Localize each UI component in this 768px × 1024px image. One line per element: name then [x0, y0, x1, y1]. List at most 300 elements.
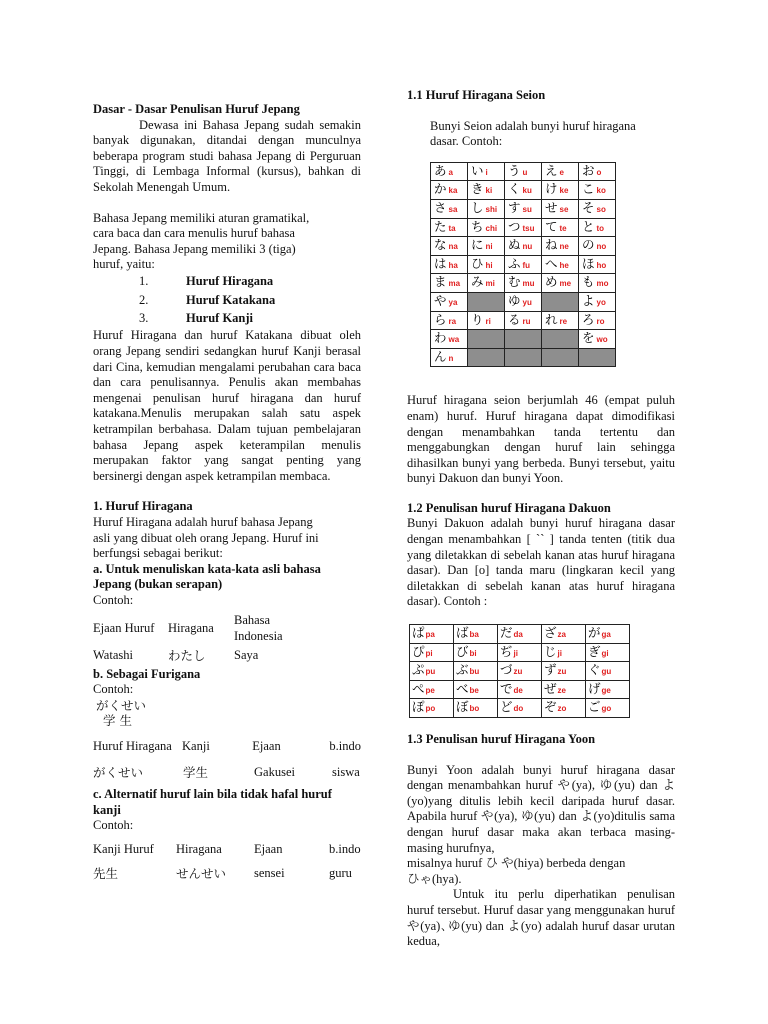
yoon-line: ひゃ(hya).	[407, 871, 462, 886]
table-cell: Watashi	[93, 647, 133, 662]
romaji-label: ri	[485, 316, 491, 326]
kana-cell	[542, 699, 586, 718]
kana-cell	[586, 625, 630, 644]
kana-cell	[454, 625, 498, 644]
intro-paragraph: Dewasa ini Bahasa Jepang sudah semakin banyak digunakan, ditandai dengan munculnya beberapa program studi bahasa Jepang di Perguruan Tinggi, di Lembaga Informal (kursus), bahkan di Sekolah Menengah Umum.	[93, 117, 361, 194]
kana-char: ふ	[508, 255, 521, 271]
kana-char: み	[471, 274, 484, 290]
kana-char: ね	[545, 237, 558, 253]
kana-row	[431, 311, 616, 330]
contoh-label: Contoh:	[93, 818, 134, 833]
kana-char: も	[582, 274, 595, 290]
romaji-label: mi	[485, 279, 495, 289]
kana-cell	[579, 292, 616, 311]
kana-char: け	[545, 181, 558, 197]
romaji-label: zu	[557, 667, 567, 677]
kana-char: ぜ	[544, 680, 557, 696]
kana-cell	[505, 237, 542, 256]
kana-char: る	[508, 311, 521, 327]
seion-table	[430, 162, 616, 368]
romaji-label: ru	[522, 316, 531, 326]
romaji-label: su	[522, 204, 532, 214]
kana-cell	[586, 699, 630, 718]
romaji-label: ko	[596, 186, 606, 196]
romaji-label: wa	[448, 335, 460, 345]
kana-char: ぶ	[456, 662, 469, 678]
romaji-label: sa	[448, 204, 458, 214]
romaji-label: de	[513, 685, 523, 695]
romaji-label: ku	[522, 186, 532, 196]
table-cell: sensei	[254, 865, 285, 880]
kana-cell	[505, 255, 542, 274]
kana-char: ぷ	[412, 662, 425, 678]
kana-cell	[410, 662, 454, 681]
romaji-label: mu	[522, 279, 535, 289]
kana-char: ち	[471, 218, 484, 234]
kana-cell	[431, 255, 468, 274]
contoh-label: Contoh:	[93, 682, 134, 697]
romaji-label: ho	[596, 260, 607, 270]
kana-cell	[579, 218, 616, 237]
heading-1-3: 1.3 Penulisan huruf Hiragana Yoon	[407, 732, 596, 746]
section-line: berfungsi sebagai berikut:	[93, 546, 223, 561]
kana-char: ぽ	[412, 699, 425, 715]
kana-cell	[505, 218, 542, 237]
kana-char: う	[508, 162, 521, 178]
table-cell: Gakusei	[254, 765, 295, 780]
kana-row	[410, 625, 630, 644]
romaji-label: chi	[485, 223, 498, 233]
table-header: Kanji Huruf	[93, 841, 154, 856]
romaji-label: do	[513, 704, 524, 714]
kana-cell	[468, 274, 505, 293]
yoon-paragraph-2: Untuk itu perlu diperhatikan penulisan huruf tersebut. Huruf dasar yang menggunakan huruf や(ya)､ゆ(yu) dan よ(yo) adalah huruf dasar urutan kedua,	[407, 887, 675, 949]
seion-intro-line: dasar. Contoh:	[430, 134, 503, 149]
kana-cell	[579, 199, 616, 218]
kana-cell	[410, 643, 454, 662]
kana-char: の	[582, 237, 595, 253]
romaji-label: ra	[448, 316, 457, 326]
table-cell: siswa	[332, 765, 360, 780]
section-heading-hiragana: 1. Huruf Hiragana	[93, 499, 193, 514]
kana-char: ひ	[471, 255, 484, 271]
kana-char: ゆ	[508, 292, 521, 308]
kana-char: て	[545, 218, 558, 234]
romaji-label: ma	[448, 279, 461, 289]
romaji-label: na	[448, 242, 458, 252]
heading-1-1: 1.1 Huruf Hiragana Seion	[407, 88, 546, 102]
kana-char: め	[545, 274, 558, 290]
kana-cell	[410, 625, 454, 644]
kana-cell	[542, 237, 579, 256]
kana-cell	[431, 348, 468, 367]
romaji-label: zo	[557, 704, 567, 714]
romaji-label: he	[559, 260, 569, 270]
table-cell: 先生	[93, 865, 119, 881]
empty-kana-cell	[542, 330, 579, 349]
romaji-label: yo	[596, 297, 606, 307]
kana-char: そ	[582, 199, 595, 215]
romaji-label: pi	[425, 648, 433, 658]
romaji-label: da	[513, 630, 523, 640]
kana-cell	[579, 330, 616, 349]
table-cell: せんせい	[176, 865, 227, 881]
romaji-label: po	[425, 704, 436, 714]
kana-cell	[431, 218, 468, 237]
kana-char: ぺ	[412, 680, 425, 696]
kana-cell	[498, 643, 542, 662]
kana-char: で	[500, 680, 513, 696]
romaji-label: yu	[522, 297, 532, 307]
kana-cell	[505, 199, 542, 218]
romaji-label: za	[557, 630, 566, 640]
romaji-label: re	[559, 316, 568, 326]
kana-char: せ	[545, 199, 558, 215]
romaji-label: gu	[601, 667, 612, 677]
romaji-label: ji	[557, 648, 562, 658]
romaji-label: to	[596, 223, 605, 233]
romaji-label: ya	[448, 297, 458, 307]
romaji-label: bu	[469, 667, 480, 677]
romaji-label: i	[485, 167, 488, 177]
romaji-label: o	[596, 167, 602, 177]
romaji-label: ki	[485, 186, 493, 196]
table-cell: がくせい	[93, 765, 144, 781]
kana-cell	[542, 643, 586, 662]
kana-cell	[542, 311, 579, 330]
kana-char: ば	[456, 625, 469, 641]
romaji-label: shi	[485, 204, 498, 214]
romaji-label: go	[601, 704, 612, 714]
right-column	[407, 88, 675, 950]
list-label: Huruf Hiragana	[186, 274, 274, 289]
kana-cell	[468, 311, 505, 330]
dakuon-table	[409, 624, 630, 718]
sub-heading-a: a. Untuk menuliskan kata-kata asli bahasa Jepang (bukan serapan)	[93, 561, 321, 592]
table-cell: Saya	[234, 647, 259, 662]
kana-char: べ	[456, 680, 469, 696]
kana-cell	[454, 662, 498, 681]
kana-char: ぱ	[412, 625, 425, 641]
romaji-label: nu	[522, 242, 533, 252]
romaji-label: zu	[513, 667, 523, 677]
romaji-label: a	[448, 167, 453, 177]
romaji-label: ba	[469, 630, 479, 640]
table-cell: 学生	[183, 765, 209, 781]
kana-char: ぬ	[508, 237, 521, 253]
section-line: asli yang dibuat oleh orang Jepang. Huruf ini	[93, 530, 319, 545]
kana-cell	[468, 181, 505, 200]
kana-char: え	[545, 162, 558, 178]
kana-row	[410, 699, 630, 718]
kana-cell	[505, 181, 542, 200]
kana-cell	[542, 662, 586, 681]
kana-cell	[468, 255, 505, 274]
example-table-b	[93, 735, 361, 787]
romaji-label: gi	[601, 648, 609, 658]
left-column	[93, 102, 361, 886]
romaji-label: wo	[596, 335, 608, 345]
kana-row	[410, 643, 630, 662]
empty-kana-cell	[505, 330, 542, 349]
kana-char: ぎ	[588, 643, 601, 659]
kana-cell	[586, 680, 630, 699]
romaji-label: te	[559, 223, 567, 233]
kana-char: ざ	[544, 625, 557, 641]
kana-cell	[468, 237, 505, 256]
kana-char: よ	[582, 292, 595, 308]
kana-cell	[542, 162, 579, 181]
yoon-line: misalnya huruf ひ や(hiya) berbeda dengan	[407, 856, 626, 871]
romaji-label: ha	[448, 260, 458, 270]
kana-row	[431, 292, 616, 311]
kana-cell	[498, 680, 542, 699]
romaji-label: no	[596, 242, 607, 252]
kana-cell	[542, 181, 579, 200]
empty-kana-cell	[468, 292, 505, 311]
kana-char: お	[582, 162, 595, 178]
kana-char: さ	[434, 199, 447, 215]
kana-char: ぐ	[588, 662, 601, 678]
table-header: Hiragana	[168, 620, 214, 635]
kana-cell	[542, 625, 586, 644]
kana-cell	[431, 199, 468, 218]
table-header: Ejaan Huruf	[93, 620, 155, 635]
kana-cell	[431, 274, 468, 293]
romaji-label: u	[522, 167, 528, 177]
kana-char: へ	[545, 255, 558, 271]
romaji-label: pu	[425, 667, 436, 677]
kana-cell	[579, 255, 616, 274]
dakuon-paragraph: Bunyi Dakuon adalah bunyi huruf hiragana dasar dengan menambahkan [ `` ] tanda tenten (titik dua yang diletakkan di sebelah kanan atas huruf hiragana dasar). Dan [o] tanda maru (lingkaran kecil yang diletakkan di sebelah kanan atas huruf hiragana dasar). Contoh :	[407, 516, 675, 609]
kana-char: ぢ	[500, 643, 513, 659]
kana-cell	[431, 162, 468, 181]
example-table-a	[93, 613, 361, 667]
kana-cell	[505, 162, 542, 181]
kana-cell	[542, 274, 579, 293]
kana-char: だ	[500, 625, 513, 641]
kana-cell	[579, 274, 616, 293]
romaji-label: ze	[557, 685, 566, 695]
kana-char: ん	[434, 348, 447, 364]
romaji-label: ji	[513, 648, 518, 658]
contoh-label: Contoh:	[93, 592, 134, 607]
romaji-label: ni	[485, 242, 493, 252]
kana-cell	[579, 162, 616, 181]
kana-char: や	[434, 292, 447, 308]
romaji-label: so	[596, 204, 606, 214]
kana-char: く	[508, 181, 521, 197]
table-cell: guru	[329, 865, 352, 880]
table-header: Huruf Hiragana	[93, 739, 172, 754]
kana-char: げ	[588, 680, 601, 696]
list-item	[93, 273, 361, 292]
romaji-label: me	[559, 279, 572, 289]
kana-char: あ	[434, 162, 447, 178]
kana-row	[410, 680, 630, 699]
romaji-label: ro	[596, 316, 605, 326]
yoon-paragraph: Bunyi Yoon adalah bunyi huruf hiragana dasar dengan menambahkan huruf や(ya), ゆ(yu) dan よ(yo)yang ditulis lebih kecil daripada huruf dasar. Apabila huruf や(ya), ゆ(yu) dan よ(yo)ditulis sama dengan huruf dasar maka akan terbaca masing-masing hurufnya,	[407, 762, 675, 855]
kana-cell	[505, 311, 542, 330]
kana-cell	[431, 292, 468, 311]
kana-char: ろ	[582, 311, 595, 327]
kana-cell	[505, 274, 542, 293]
kana-cell	[498, 625, 542, 644]
kana-cell	[542, 199, 579, 218]
kana-char: ぴ	[412, 643, 425, 659]
kana-cell	[431, 311, 468, 330]
kana-cell	[498, 662, 542, 681]
kana-char: ぼ	[456, 699, 469, 715]
kana-cell	[586, 662, 630, 681]
list-item	[93, 291, 361, 310]
kana-char: が	[588, 625, 601, 641]
romaji-label: mo	[596, 279, 609, 289]
kana-char: り	[471, 311, 484, 327]
kana-cell	[468, 218, 505, 237]
list-label: Huruf Katakana	[186, 292, 276, 307]
kana-char: む	[508, 274, 521, 290]
kana-cell	[431, 237, 468, 256]
list-number: 1.	[139, 274, 149, 289]
kana-char: し	[471, 199, 484, 215]
furigana-top: がくせい	[96, 697, 147, 713]
list-item	[93, 310, 361, 329]
seion-intro-line: Bunyi Seion adalah bunyi huruf hiragana	[430, 118, 636, 133]
kana-cell	[468, 162, 505, 181]
doc-title: Dasar - Dasar Penulisan Huruf Jepang	[93, 102, 300, 116]
kana-cell	[454, 699, 498, 718]
sub-heading-c: c. Alternatif huruf lain bila tidak hafal huruf kanji	[93, 786, 332, 817]
list-number: 2.	[139, 292, 149, 307]
table-header: Hiragana	[176, 841, 222, 856]
kana-cell	[505, 292, 542, 311]
kana-char: す	[508, 199, 521, 215]
kana-cell	[431, 330, 468, 349]
kana-cell	[579, 311, 616, 330]
table-cell: わたし	[168, 647, 206, 663]
empty-kana-cell	[542, 348, 579, 367]
kana-char: ご	[588, 699, 601, 715]
kana-char: ど	[500, 699, 513, 715]
empty-kana-cell	[579, 348, 616, 367]
sub-heading-b: b. Sebagai Furigana	[93, 666, 201, 681]
kana-char: ず	[544, 662, 557, 678]
kana-row	[431, 199, 616, 218]
kana-cell	[542, 680, 586, 699]
kana-char: ぞ	[544, 699, 557, 715]
romaji-label: n	[448, 353, 454, 363]
romaji-label: be	[469, 685, 479, 695]
kana-char: た	[434, 218, 447, 234]
romaji-label: bo	[469, 704, 480, 714]
table-header: Bahasa Indonesia	[234, 612, 283, 643]
kana-char: き	[471, 181, 484, 197]
romaji-label: se	[559, 204, 569, 214]
kana-row	[431, 218, 616, 237]
kana-char: に	[471, 237, 484, 253]
heading-1-2: 1.2 Penulisan huruf Hiragana Dakuon	[407, 500, 611, 515]
romaji-label: ta	[448, 223, 456, 233]
kana-char: は	[434, 255, 447, 271]
kana-row	[431, 330, 616, 349]
kana-cell	[410, 680, 454, 699]
kana-cell	[579, 181, 616, 200]
romaji-label: ke	[559, 186, 569, 196]
kana-cell	[586, 643, 630, 662]
kana-cell	[454, 643, 498, 662]
kana-char: じ	[544, 643, 557, 659]
kana-char: び	[456, 643, 469, 659]
kana-row	[431, 181, 616, 200]
kana-cell	[542, 218, 579, 237]
kana-cell	[454, 680, 498, 699]
list-number: 3.	[139, 311, 149, 326]
romaji-label: fu	[522, 260, 531, 270]
kana-char: ほ	[582, 255, 595, 271]
furigana-bottom: 学 生	[103, 713, 132, 729]
kana-row	[431, 274, 616, 293]
empty-kana-cell	[542, 292, 579, 311]
kana-char: と	[582, 218, 595, 234]
para2-line: Bahasa Jepang memiliki aturan gramatikal,	[93, 210, 310, 225]
script-list	[93, 273, 361, 329]
romaji-label: ga	[601, 630, 611, 640]
kana-char: こ	[582, 181, 595, 197]
kana-row	[431, 255, 616, 274]
kana-char: ま	[434, 274, 447, 290]
romaji-label: ne	[559, 242, 569, 252]
romaji-label: ge	[601, 685, 611, 695]
kana-cell	[542, 255, 579, 274]
kana-char: つ	[508, 218, 521, 234]
table-header: Ejaan	[254, 841, 283, 856]
kana-char: を	[582, 330, 595, 346]
empty-kana-cell	[505, 348, 542, 367]
kana-row	[431, 348, 616, 367]
kana-char: れ	[545, 311, 558, 327]
para2-line: cara baca dan cara menulis huruf bahasa	[93, 226, 295, 241]
section-line: Huruf Hiragana adalah huruf bahasa Jepang	[93, 514, 313, 529]
table-header: Ejaan	[252, 739, 281, 754]
romaji-label: tsu	[522, 223, 535, 233]
kana-char: い	[471, 162, 484, 178]
list-label: Huruf Kanji	[186, 311, 254, 326]
kana-row	[431, 162, 616, 181]
kana-row	[410, 662, 630, 681]
empty-kana-cell	[468, 348, 505, 367]
kana-cell	[410, 699, 454, 718]
kana-cell	[579, 237, 616, 256]
romaji-label: ka	[448, 186, 458, 196]
kana-char: な	[434, 237, 447, 253]
table-header: b.indo	[329, 739, 361, 754]
kana-row	[431, 237, 616, 256]
para2-line: Jepang. Bahasa Jepang memiliki 3 (tiga)	[93, 241, 296, 256]
kana-cell	[468, 199, 505, 218]
kana-char: か	[434, 181, 447, 197]
empty-kana-cell	[468, 330, 505, 349]
para2-line: huruf, yaitu:	[93, 257, 155, 272]
romaji-label: pa	[425, 630, 435, 640]
kana-char: ら	[434, 311, 447, 327]
kana-cell	[498, 699, 542, 718]
paragraph-3: Huruf Hiragana dan huruf Katakana dibuat oleh orang Jepang sendiri sedangkan huruf Kanji berasal dari Cina, kemudian mengalami perubahan cara baca dan cara penulisannya. Penulis akan membahas mengenai penulisan huruf hiragana dan huruf katakana.Menulis merupakan salah satu aspek ketrampilan berbahasa. Dalam tujuan pembelajaran bahasa Jepang aspek keterampilan menulis merupakan faktor yang sangat penting yang bersinergi dengan aspek ketrampilan membaca.	[93, 328, 361, 483]
seion-paragraph: Huruf hiragana seion berjumlah 46 (empat puluh enam) huruf. Huruf hiragana dapat dimodifikasi dengan menambahkan tanda tertentu dan menggabungkan dengan huruf lain sehingga dihasilkan bunyi yang berbeda. Bunyi tersebut, yaitu bunyi Dakuon dan bunyi Yoon.	[407, 393, 675, 486]
kana-char: わ	[434, 330, 447, 346]
kana-char: づ	[500, 662, 513, 678]
romaji-label: hi	[485, 260, 493, 270]
